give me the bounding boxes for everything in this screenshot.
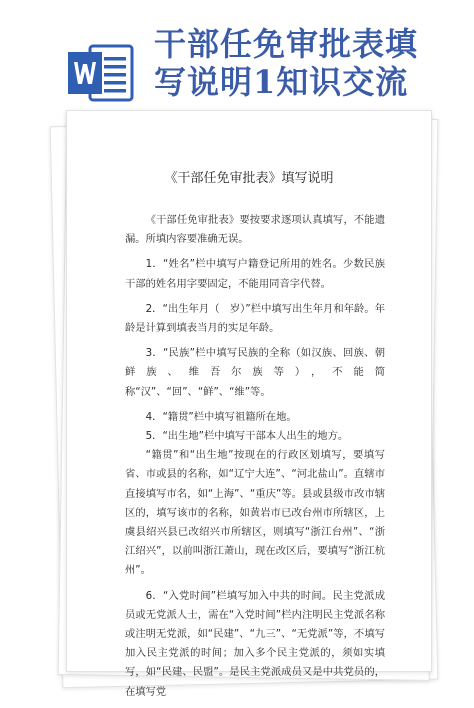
paragraph-5: 5．“出生地”栏中填写干部本人出生的地方。	[145, 430, 349, 443]
document-page	[66, 110, 432, 698]
page-header	[0, 0, 474, 122]
paragraph-1: 1．“姓名”栏中填写户籍登记所用的姓名。少数民族干部的姓名用字要固定，不能用同音字代替。	[125, 258, 385, 290]
paragraph-2: 2．“出生年月（ 岁）”栏中填写出生年月和年龄。年龄是计算到填表当月的实足年龄。	[125, 302, 385, 335]
paragraph-4: 4．“籍贯”栏中填写祖籍所在地。	[145, 410, 297, 423]
document-preview	[60, 110, 424, 698]
document-body	[125, 211, 385, 708]
paragraph-intro: 《干部任免审批表》要按要求逐项认真填写，不能遗漏。所填内容要准确无误。	[125, 214, 385, 246]
title-line-1: 干部任免审批表填	[154, 25, 419, 63]
title-line-2: 写说明1知识交流	[154, 63, 409, 101]
paragraph-3: 3．“民族”栏中填写民族的全称（如汉族、回族、朝鲜族、维吾尔族等），不能简称“汉”、“回”、“鲜”、“维”等。	[125, 347, 385, 398]
page-title	[154, 25, 466, 101]
word-document-icon	[66, 42, 136, 104]
paragraph-6: 6．“入党时间”栏填写加入中共的时间。民主党派成员或无党派人士，需在“入党时间”栏内注明民主党派名称或注明无党派，如“民建”、“九三”、“无党派”等，不填写加入民主党派的时间；加入多个民主党派的，须如实填写，如“民建、民盟”。是民主党派成员又是中共党员的，在填写党	[125, 589, 385, 698]
document-heading: 《干部任免审批表》填写说明	[164, 171, 334, 186]
paragraph-5-note: “籍贯”和“出生地”按现在的行政区划填写，要填写省、市或县的名称，如“辽宁大连”、“河北盐山”。直辖市直接填写市名，如“上海”、“重庆”等。县或县级市改市辖区的，填写该市的名称，如黄岩市已改台州市所辖区，上虞县绍兴县已改绍兴市所辖区，则填写“浙江台州”、“浙江绍兴”，以前叫浙江萧山，现在改区后，要填写“浙江杭州”。	[125, 449, 385, 577]
